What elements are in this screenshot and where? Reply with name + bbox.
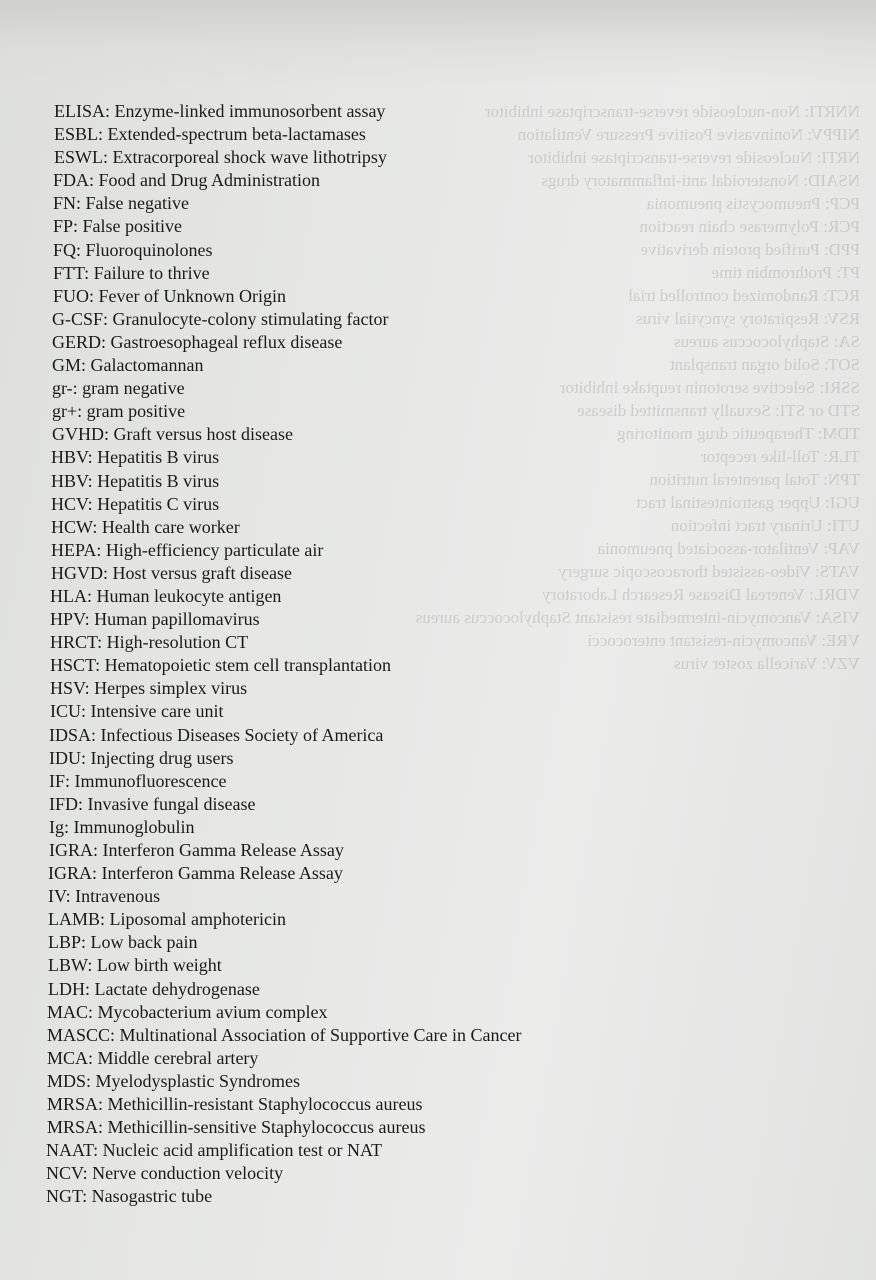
- abbreviation-entry: MRSA: Methicillin-sensitive Staphylococcus aureus: [47, 1117, 426, 1138]
- abbreviation-entry: IGRA: Interferon Gamma Release Assay: [49, 840, 344, 860]
- bleed-through-line: PCP: Pneumocystis pneumonia: [646, 194, 860, 213]
- abbreviation-entry: NCV: Nerve conduction velocity: [46, 1163, 284, 1184]
- abbreviation-entry: FUO: Fever of Unknown Origin: [53, 285, 286, 306]
- abbreviation-entry: LBW: Low birth weight: [48, 955, 222, 976]
- bleed-through-line: STD or STI: Sexually transmitted disease: [577, 401, 860, 420]
- bleed-through-line: TDM: Therapeutic drug monitoring: [617, 424, 860, 443]
- bleed-through-line: PCR: Polymerase chain reaction: [639, 217, 860, 236]
- abbreviation-entry: IFD: Invasive fungal disease: [49, 793, 256, 814]
- abbreviation-entry: FTT: Failure to thrive: [53, 262, 210, 283]
- bleed-through-line: SA: Staphylococcus aureus: [673, 332, 860, 351]
- bleed-through-line: NRTI: Nucleoside reverse-transcriptase inhibitor: [528, 148, 860, 167]
- bleed-through-line: RSV: Respiratory syncytial virus: [636, 309, 860, 328]
- abbreviation-entry: MCA: Middle cerebral artery: [47, 1047, 259, 1068]
- abbreviation-entry: HSV: Herpes simplex virus: [50, 678, 248, 699]
- abbreviation-entry: HSCT: Hematopoietic stem cell transplantation: [50, 655, 392, 676]
- abbreviation-entry: GM: Galactomannan: [52, 355, 204, 376]
- bleed-through-line: RCT: Randomized controlled trial: [628, 286, 860, 305]
- abbreviation-entry: NGT: Nasogastric tube: [46, 1186, 213, 1207]
- abbreviation-entry: ICU: Intensive care unit: [50, 701, 224, 722]
- abbreviation-entry: MDS: Myelodysplastic Syndromes: [47, 1070, 301, 1091]
- abbreviation-entry: FP: False positive: [53, 216, 183, 237]
- abbreviation-entry: FQ: Fluoroquinolones: [53, 239, 213, 260]
- bleed-through-line: NIPPV: Noninvasive Positive Pressure Ventilation: [517, 125, 860, 144]
- bleed-through-line: TLR: Toll-like receptor: [700, 447, 860, 466]
- abbreviation-entry: MASCC: Multinational Association of Supportive Care in Cancer: [47, 1024, 522, 1045]
- bleed-through-line: SOT: Solid organ transplant: [669, 355, 860, 374]
- abbreviation-entry: HGVD: Host versus graft disease: [51, 562, 292, 583]
- abbreviation-entry: FDA: Food and Drug Administration: [53, 170, 321, 191]
- abbreviation-entry: ESWL: Extracorporeal shock wave lithotripsy: [54, 147, 387, 168]
- abbreviation-entry: NAAT: Nucleic acid amplification test or NAT: [46, 1140, 383, 1161]
- bleed-through-line: NNRTI: Non-nucleoside reverse-transcriptase inhibitor: [484, 102, 860, 121]
- bleed-through-line: VZV: Varicella zoster virus: [674, 654, 860, 673]
- abbreviation-entry: GERD: Gastroesophageal reflux disease: [52, 331, 343, 352]
- abbreviation-entry: IGRA: Interferon Gamma Release Assay: [48, 863, 343, 884]
- bleed-through-line: VDRL: Venereal Disease Research Laboratory: [542, 585, 860, 604]
- bleed-through-line: UTI: Urinary tract infection: [670, 516, 860, 535]
- bleed-through-line: SSRI: Selective serotonin reuptake inhibitor: [559, 378, 860, 397]
- abbreviation-entry: HCV: Hepatitis C virus: [51, 493, 220, 514]
- abbreviation-entry: G-CSF: Granulocyte-colony stimulating factor: [52, 308, 389, 329]
- abbreviation-entry: GVHD: Graft versus host disease: [52, 424, 293, 445]
- bleed-through-line: VRE: Vancomycin-resistant enterococci: [587, 631, 860, 650]
- abbreviation-entry: gr+: gram positive: [52, 401, 186, 422]
- page-top-shadow: [0, 0, 876, 90]
- abbreviation-list: [0, 100, 521, 1209]
- abbreviation-entry: HPV: Human papillomavirus: [50, 609, 260, 630]
- abbreviation-entry: gr-: gram negative: [52, 378, 185, 399]
- abbreviation-entry: LDH: Lactate dehydrogenase: [48, 978, 260, 999]
- bleed-through-line: TPN: Total parenteral nutrition: [649, 470, 860, 489]
- bleed-through-line: VATS: Video-assisted thoracoscopic surgery: [558, 562, 860, 581]
- abbreviation-entry: IF: Immunofluorescence: [49, 770, 227, 791]
- abbreviation-entry: HEPA: High-efficiency particulate air: [51, 539, 324, 560]
- abbreviation-entry: ELISA: Enzyme-linked immunosorbent assay: [54, 101, 386, 121]
- bleed-through-line: VISA: Vancomycin-intermediate resistant Staphylococcus aureus: [415, 608, 860, 627]
- abbreviation-entry: IV: Intravenous: [48, 886, 161, 907]
- abbreviation-entry: Ig: Immunoglobulin: [49, 816, 195, 837]
- abbreviation-entry: HBV: Hepatitis B virus: [51, 470, 220, 491]
- abbreviation-entry: FN: False negative: [53, 193, 189, 214]
- abbreviation-entry: LAMB: Liposomal amphotericin: [48, 909, 286, 930]
- abbreviation-entry: ESBL: Extended-spectrum beta-lactamases: [54, 124, 366, 145]
- abbreviation-entry: IDU: Injecting drug users: [49, 747, 234, 768]
- abbreviation-entry: HCW: Health care worker: [51, 516, 240, 537]
- bleed-through-line: VAP: Ventilator-associated pneumonia: [597, 539, 860, 558]
- abbreviation-entry: HBV: Hepatitis B virus: [51, 447, 220, 468]
- abbreviation-entry: IDSA: Infectious Diseases Society of America: [49, 724, 384, 745]
- abbreviation-entry: LBP: Low back pain: [48, 932, 198, 953]
- bleed-through-line: UGI: Upper gastrointestinal tract: [635, 493, 860, 512]
- abbreviation-entry: MAC: Mycobacterium avium complex: [47, 1001, 328, 1022]
- bleed-through-line: NSAID: Nonsteroidal anti-inflammatory drugs: [541, 171, 860, 190]
- bleed-through-line: PT: Prothrombin time: [711, 263, 860, 282]
- bleed-through-line: PPD: Purified protein derivative: [640, 240, 860, 259]
- abbreviation-entry: MRSA: Methicillin-resistant Staphylococcus aureus: [47, 1094, 423, 1115]
- abbreviation-entry: HLA: Human leukocyte antigen: [50, 585, 282, 606]
- abbreviation-entry: HRCT: High-resolution CT: [50, 632, 249, 653]
